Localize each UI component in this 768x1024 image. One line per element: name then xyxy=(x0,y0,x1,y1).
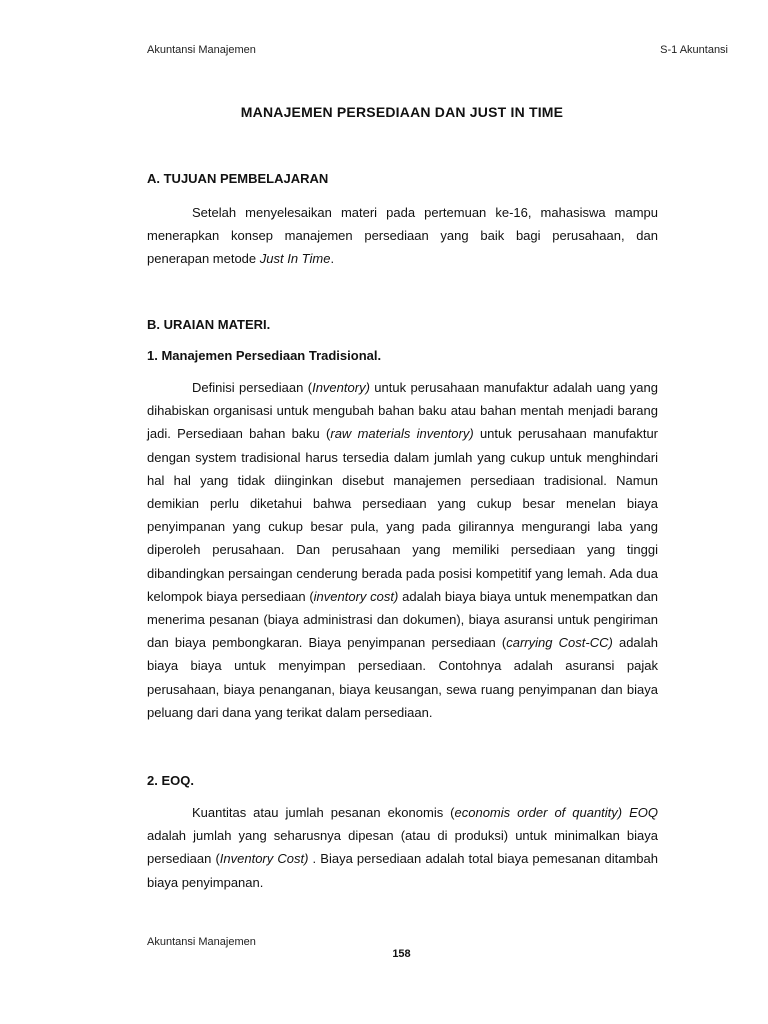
running-header-right: S-1 Akuntansi xyxy=(660,44,728,56)
chapter-title: MANAJEMEN PERSEDIAAN DAN JUST IN TIME xyxy=(240,104,564,120)
page-number: 158 xyxy=(392,948,411,960)
running-header-left: Akuntansi Manajemen xyxy=(147,44,256,56)
running-footer: Akuntansi Manajemen xyxy=(147,936,256,948)
subsection-1-heading: 1. Manajemen Persediaan Tradisional. xyxy=(147,348,382,363)
subsection-2-heading: 2. EOQ. xyxy=(147,773,194,788)
subsection-2-paragraph: Kuantitas atau jumlah pesanan ekonomis (economis order of quantity) EOQ adalah jumlah yang seharusnya dipesan (atau di produksi) untuk minimalkan biaya persediaan (Inventory Cost) . Biaya persediaan adalah total biaya pemesanan ditambah biaya penyimpanan. xyxy=(147,805,658,890)
section-b-heading: B. URAIAN MATERI. xyxy=(147,317,271,332)
section-a-heading: A. TUJUAN PEMBELAJARAN xyxy=(147,171,329,186)
subsection-1-paragraph: Definisi persediaan (Inventory) untuk perusahaan manufaktur adalah uang yang dihabiskan organisasi untuk mengubah bahan baku atau bahan mentah menjadi barang jadi. Persediaan bahan baku (raw materials inventory) untuk perusahaan manufaktur dengan system tradisional harus tersedia dalam jumlah yang cukup untuk menghindari hal hal yang tidak diinginkan disebut manajemen persediaan tradisional. Namun demikian perlu diketahui bahwa persediaan yang cukup besar menelan biaya penyimpanan yang cukup besar pula, yang pada gilirannya mengurangi laba yang diperoleh perusahaan. Dan perusahaan yang memiliki persediaan yang tinggi dibandingkan persaingan cenderung berada pada posisi kompetitif yang lemah. Ada dua kelompok biaya persediaan (inventory cost) adalah biaya biaya untuk menempatkan dan menerima pesanan (biaya administrasi dan dokumen), biaya asuransi untuk pengiriman dan biaya pembongkaran. Biaya penyimpanan persediaan (carrying Cost-CC) adalah biaya biaya untuk menyimpan persediaan. Contohnya adalah asuransi pajak perusahaan, biaya penanganan, biaya keusangan, sewa ruang penyimpanan dan biaya peluang dari dana yang terikat dalam persediaan. xyxy=(147,380,659,720)
section-a-paragraph: Setelah menyelesaikan materi pada pertemuan ke-16, mahasiswa mampu menerapkan konsep manajemen persediaan yang baik bagi perusahaan, dan penerapan metode Just In Time. xyxy=(147,205,658,267)
